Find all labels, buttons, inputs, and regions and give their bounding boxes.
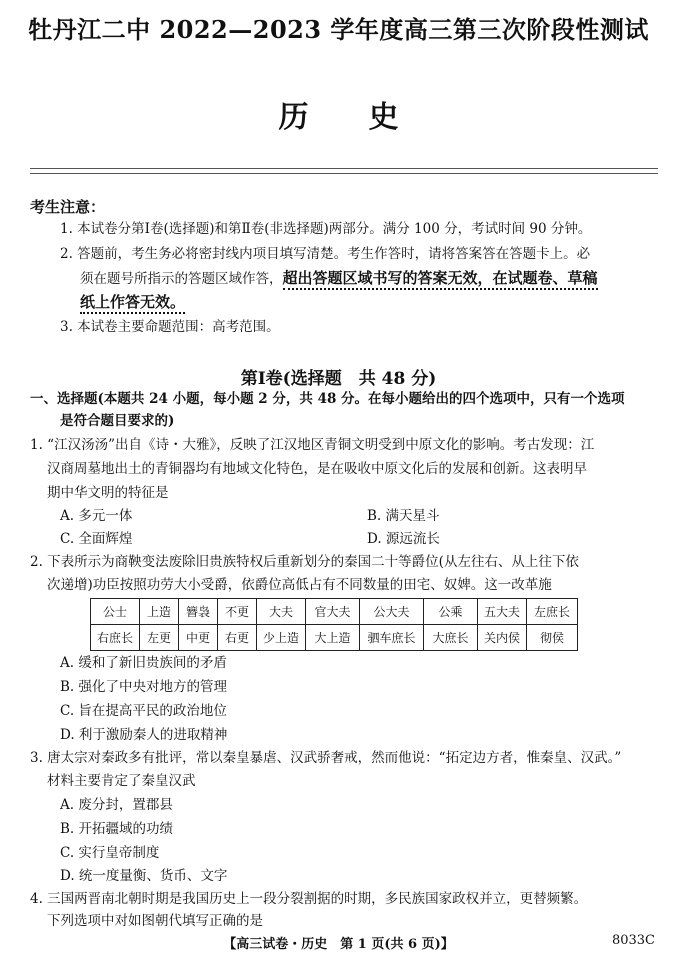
rank-cell: 右庶长: [91, 625, 140, 651]
section-instructions-line-2: 是符合题目要求的): [60, 413, 175, 429]
rank-cell: 公大夫: [360, 599, 424, 625]
rank-cell: 大上造: [306, 625, 360, 651]
rank-cell: 彻侯: [527, 625, 578, 651]
notice-item-2-line-2: [80, 268, 598, 289]
question-1-option-c[interactable]: C. 全面辉煌: [60, 531, 133, 547]
notice-item-1: 1. 本试卷分第Ⅰ卷(选择题)和第Ⅱ卷(非选择题)两部分。满分 100 分，考试时间 90 分钟。: [60, 221, 592, 237]
question-3-option-c[interactable]: C. 实行皇帝制度: [60, 845, 160, 861]
question-3-option-d[interactable]: D. 统一度量衡、货币、文字: [60, 868, 228, 884]
question-4-stem-line-1: 4. 三国两晋南北朝时期是我国历史上一段分裂割据的时期，多民族国家政权并立，更替频繁。: [30, 891, 588, 907]
question-1-option-b[interactable]: B. 满天星斗: [367, 508, 440, 524]
page-footer: 【高三试卷・历史 第 1 页(共 6 页)】: [223, 937, 454, 952]
question-2-option-b[interactable]: B. 强化了中央对地方的管理: [60, 679, 228, 695]
question-1-option-d[interactable]: D. 源远流长: [367, 531, 440, 547]
rank-cell: 上造: [140, 599, 179, 625]
question-3-stem-line-1: 3. 唐太宗对秦政多有批评，常以秦皇暴虐、汉武骄奢戒，然而他说：“拓定边方者，惟秦皇、汉武。”: [30, 750, 622, 766]
rank-cell: 关内侯: [478, 625, 527, 651]
question-2-option-c[interactable]: C. 旨在提高平民的政治地位: [60, 703, 227, 719]
rank-cell: 左更: [140, 625, 179, 651]
question-2-stem-line-1: 2. 下表所示为商鞅变法废除旧贵族特权后重新划分的秦国二十等爵位(从左往右、从上往下依: [30, 554, 579, 570]
question-3-option-a[interactable]: A. 废分封，置郡县: [60, 797, 173, 813]
question-1-stem-line-2: 汉商周墓地出土的青铜器均有地域文化特色，是在吸收中原文化后的发展和创新。这表明早: [47, 461, 587, 477]
notice-item-2-text: 须在题号所指示的答题区域作答，: [80, 271, 283, 287]
rank-cell: 大庶长: [424, 625, 478, 651]
section-instructions-line-1: 一、选择题(本题共 24 小题，每小题 2 分，共 48 分。在每小题给出的四个选项中，只有一个选项: [30, 391, 625, 407]
rank-cell: 大夫: [257, 599, 306, 625]
volume-title: 第Ⅰ卷(选择题 共 48 分): [240, 369, 437, 389]
rank-cell: 驷车庶长: [360, 625, 424, 651]
question-2-option-a[interactable]: A. 缓和了新旧贵族间的矛盾: [60, 655, 227, 671]
rank-cell: 右更: [218, 625, 257, 651]
notice-item-2-line-1: 2. 答题前，考生务必将密封线内项目填写清楚。考生作答时，请将答案答在答题卡上。必: [60, 246, 591, 262]
rank-cell: 左庶长: [527, 599, 578, 625]
header-divider-thin: [30, 173, 658, 174]
rank-cell: 公士: [91, 599, 140, 625]
question-3-stem-line-2: 材料主要肯定了秦皇汉武: [47, 773, 196, 789]
rank-cell: 少上造: [257, 625, 306, 651]
rank-cell: 簪袅: [179, 599, 218, 625]
question-2-option-d[interactable]: D. 利于激励秦人的进取精神: [60, 727, 228, 743]
question-4-stem-line-2: 下列选项中对如图朝代填写正确的是: [47, 913, 263, 929]
rank-cell: 中更: [179, 625, 218, 651]
notice-item-2-emphasis-end: 纸上作答无效。: [80, 293, 185, 314]
rank-cell: 官大夫: [306, 599, 360, 625]
subject-title: 历史: [278, 100, 459, 135]
question-1-stem-line-1: 1. “江汉汤汤”出自《诗・大雅》，反映了江汉地区青铜文明受到中原文化的影响。考古发现：江: [30, 437, 595, 453]
rank-table: [90, 598, 578, 651]
exam-title: 牡丹江二中 2022—2023 学年度高三第三次阶段性测试: [28, 15, 649, 44]
question-2-stem-line-2: 次递增)功臣按照功劳大小受爵，依爵位高低占有不同数量的田宅、奴婢。这一改革施: [47, 577, 552, 593]
rank-table-row: [91, 599, 578, 625]
notice-item-2-line-3: [80, 292, 185, 313]
rank-table-row: [91, 625, 578, 651]
header-divider: [30, 168, 658, 169]
rank-cell: 不更: [218, 599, 257, 625]
rank-cell: 公乘: [424, 599, 478, 625]
question-3-option-b[interactable]: B. 开拓疆域的功绩: [60, 821, 174, 837]
notice-item-2-emphasis: 超出答题区域书写的答案无效，在试题卷、草稿: [283, 269, 598, 290]
rank-cell: 五大夫: [478, 599, 527, 625]
question-1-stem-line-3: 期中华文明的特征是: [47, 485, 169, 501]
notice-item-3: 3. 本试卷主要命题范围：高考范围。: [60, 319, 280, 335]
question-1-option-a[interactable]: A. 多元一体: [60, 508, 133, 524]
paper-code: 8033C: [611, 933, 655, 948]
notice-heading: 考生注意：: [30, 198, 106, 216]
